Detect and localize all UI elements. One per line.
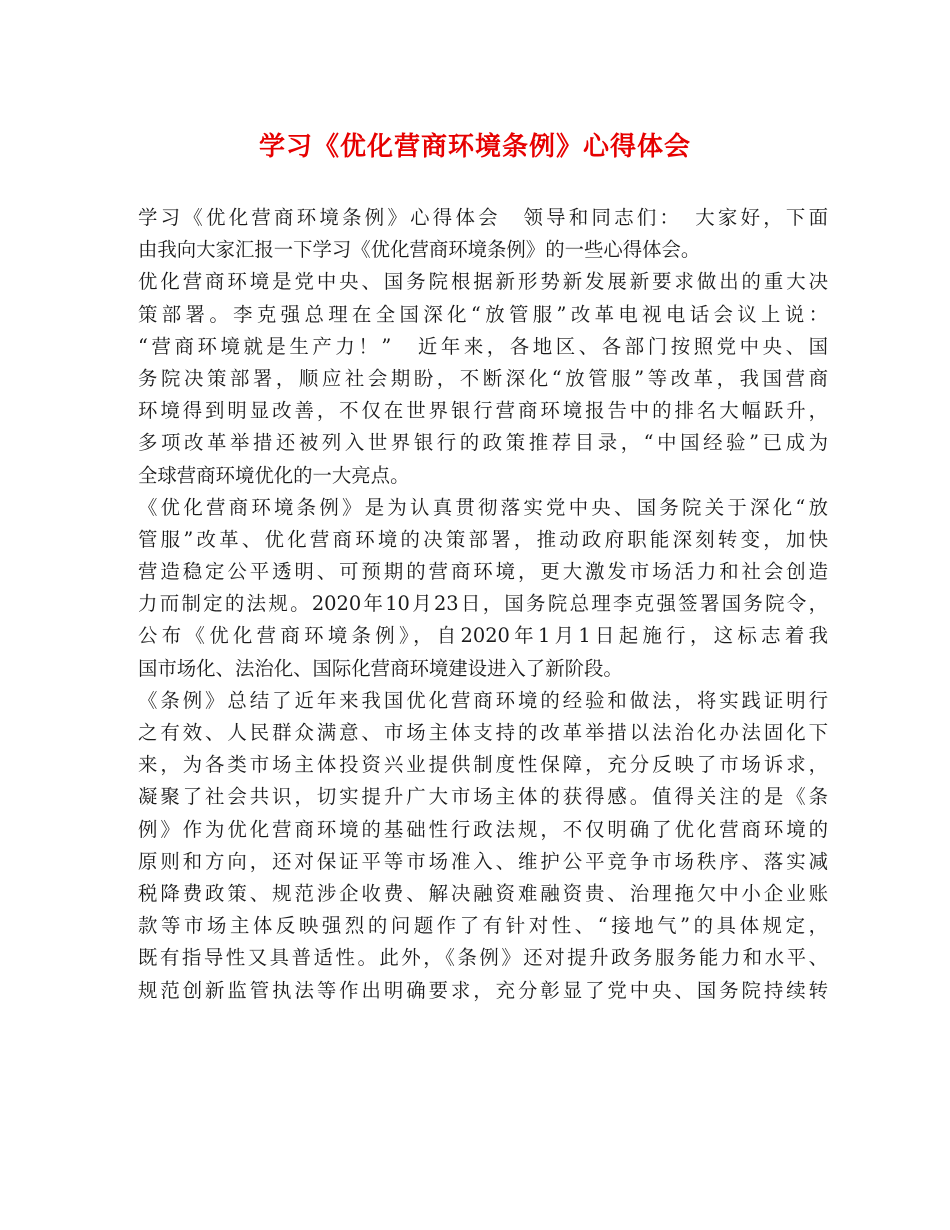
body-line: 既有指导性又具普适性。此外，《条例》还对提升政务服务能力和水平、 [138, 946, 828, 970]
body-line: 多项改革举措还被列入世界银行的政策推荐目录，“中国经验”已成为 [138, 431, 828, 455]
body-line: 全球营商环境优化的一大亮点。 [138, 463, 410, 487]
body-line: 《条例》总结了近年来我国优化营商环境的经验和做法，将实践证明行 [138, 688, 828, 712]
body-line: 环境得到明显改善，不仅在世界银行营商环境报告中的排名大幅跃升， [138, 399, 828, 423]
body-line: 优化营商环境是党中央、国务院根据新形势新发展新要求做出的重大决 [138, 270, 828, 294]
body-line: 营造稳定公平透明、可预期的营商环境，更大激发市场活力和社会创造 [138, 560, 828, 584]
body-line: 国市场化、法治化、国际化营商环境建设进入了新阶段。 [138, 656, 623, 680]
body-line: 管服”改革、优化营商环境的决策部署，推动政府职能深刻转变，加快 [138, 527, 828, 551]
body-line: 策部署。李克强总理在全国深化“放管服”改革电视电话会议上说： [138, 302, 828, 326]
body-line: 凝聚了社会共识，切实提升广大市场主体的获得感。值得关注的是《条 [138, 785, 828, 809]
body-line: 力而制定的法规。2020年10月23日，国务院总理李克强签署国务院令， [138, 592, 828, 616]
body-line: 务院决策部署，顺应社会期盼，不断深化“放管服”等改革，我国营商 [138, 366, 828, 390]
body-line: 例》作为优化营商环境的基础性行政法规，不仅明确了优化营商环境的 [138, 817, 828, 841]
document-title: 学习《优化营商环境条例》心得体会 [258, 132, 691, 162]
body-line: 之有效、人民群众满意、市场主体支持的改革举措以法治化办法固化下 [138, 721, 828, 744]
body-line: 税降费政策、规范涉企收费、解决融资难融资贵、治理拖欠中小企业账 [138, 881, 828, 905]
body-line: 学习《优化营商环境条例》心得体会 领导和同志们： 大家好，下面 [138, 206, 828, 229]
body-line: 由我向大家汇报一下学习《优化营商环境条例》的一些心得体会。 [138, 238, 701, 262]
body-line: 《优化营商环境条例》是为认真贯彻落实党中央、国务院关于深化“放 [138, 495, 828, 519]
body-line: 原则和方向，还对保证平等市场准入、维护公平竞争市场秩序、落实减 [138, 849, 828, 873]
body-line: “营商环境就是生产力！” 近年来，各地区、各部门按照党中央、国 [138, 334, 828, 358]
body-line: 来，为各类市场主体投资兴业提供制度性保障，充分反映了市场诉求， [138, 753, 828, 777]
body-line: 规范创新监管执法等作出明确要求，充分彰显了党中央、国务院持续转 [138, 978, 828, 1002]
body-line: 公布《优化营商环境条例》，自2020年1月1日起施行，这标志着我 [138, 624, 828, 648]
document-body [138, 202, 828, 1007]
body-line: 款等市场主体反映强烈的问题作了有针对性、“接地气”的具体规定， [138, 914, 828, 938]
